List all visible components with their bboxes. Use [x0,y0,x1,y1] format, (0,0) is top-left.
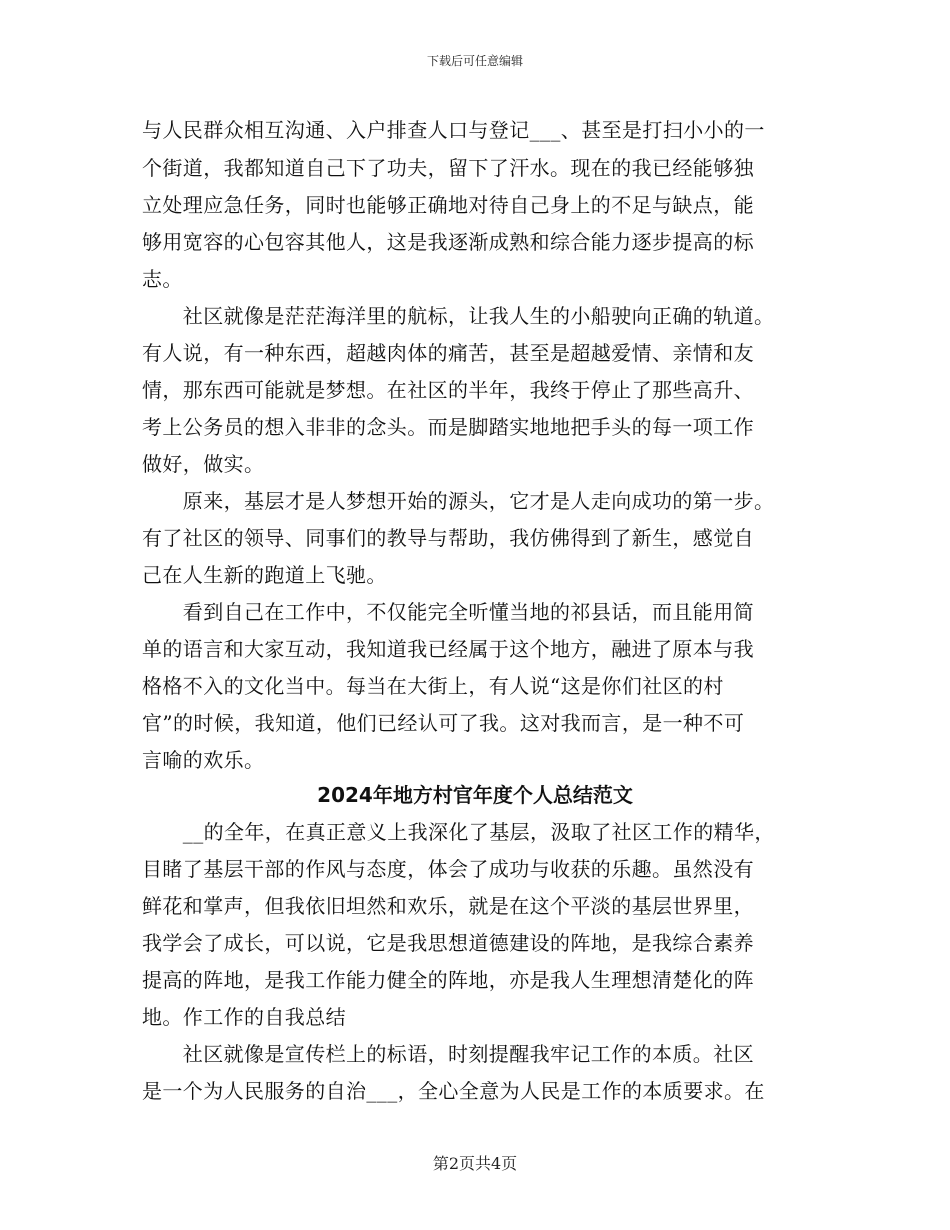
body-line: 目睹了基层干部的作风与态度，体会了成功与收获的乐趣。虽然没有 [142,857,754,881]
body-line: 己在人生新的跑道上飞驰。 [142,563,387,587]
section-title: 2024年地方村官年度个人总结范文 [317,783,633,807]
body-line: 志。 [142,267,183,291]
body-line: 地。作工作的自我总结 [142,1005,346,1029]
body-line: 看到自己在工作中，不仅能完全听懂当地的祁县话，而且能用简 [142,600,754,624]
body-line: 格格不入的文化当中。每当在大街上，有人说“这是你们社区的村 [142,674,724,698]
body-line: 社区就像是宣传栏上的标语，时刻提醒我牢记工作的本质。社区 [142,1042,754,1066]
body-line: 做好，做实。 [142,452,265,476]
body-line: 是一个为人民服务的自治___，全心全意为人民是工作的本质要求。在 [142,1079,765,1103]
body-line: 够用宽容的心包容其他人，这是我逐渐成熟和综合能力逐步提高的标 [142,230,754,254]
body-line: __的全年，在真正意义上我深化了基层，汲取了社区工作的精华， [142,820,775,844]
body-line: 有了社区的领导、同事们的教导与帮助，我仿佛得到了新生，感觉自 [142,526,754,550]
body-line: 有人说，有一种东西，超越肉体的痛苦，甚至是超越爱情、亲情和友 [142,341,754,365]
body-line: 与人民群众相互沟通、入户排查人口与登记___、甚至是打扫小小的一 [142,118,765,142]
page-header-note: 下载后可任意编辑 [426,54,523,68]
body-line: 个街道，我都知道自己下了功夫，留下了汗水。现在的我已经能够独 [142,156,754,180]
body-line: 社区就像是茫茫海洋里的航标，让我人生的小船驶向正确的轨道。 [142,304,775,328]
body-line: 官”的时候，我知道，他们已经认可了我。这对我而言，是一种不可 [142,711,745,735]
body-line: 考上公务员的想入非非的念头。而是脚踏实地地把手头的每一项工作 [142,415,754,439]
body-line: 情，那东西可能就是梦想。在社区的半年，我终于停止了那些高升、 [142,378,754,402]
body-line: 言喻的欢乐。 [142,748,265,772]
body-line: 我学会了成长，可以说，它是我思想道德建设的阵地，是我综合素养 [142,931,754,955]
page-number: 第2页共4页 [432,1154,518,1173]
body-line: 单的语言和大家互动，我知道我已经属于这个地方，融进了原本与我 [142,637,754,661]
body-line: 鲜花和掌声，但我依旧坦然和欢乐，就是在这个平淡的基层世界里， [142,894,754,918]
body-line: 原来，基层才是人梦想开始的源头，它才是人走向成功的第一步。 [142,489,775,513]
body-line: 提高的阵地，是我工作能力健全的阵地，亦是我人生理想清楚化的阵 [142,968,754,992]
body-line: 立处理应急任务，同时也能够正确地对待自己身上的不足与缺点，能 [142,193,754,217]
